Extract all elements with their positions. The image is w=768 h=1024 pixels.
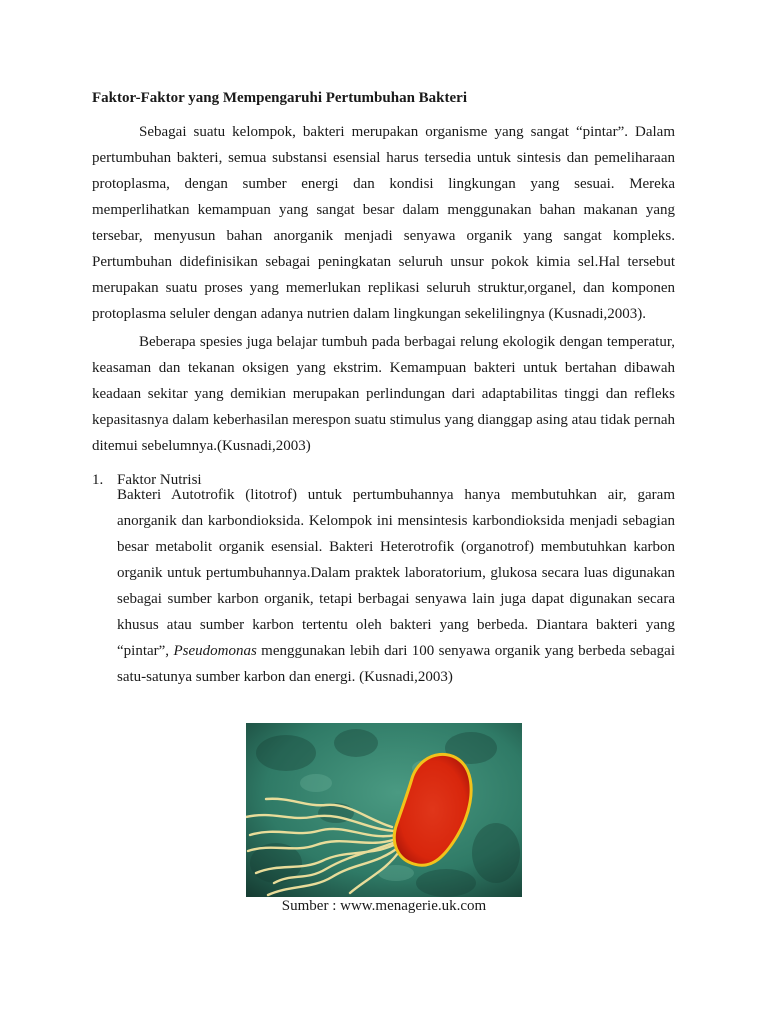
list-heading: Faktor Nutrisi (117, 472, 202, 488)
list-number: 1. (92, 472, 104, 488)
list-body-text-1: Bakteri Autotrofik (litotrof) untuk pertumbuhannya hanya membutuhkan air, garam anorganik dan karbondioksida. Kelompok ini mensintesis karbondioksida menjadi sebagian besar metabolit organik esensial. Bakteri Heterotrofik (organotrof) membutuhkan karbon organik untuk pertumbuhannya.Dalam praktek laboratorium, glukosa secara luas digunakan sebagai sumber karbon organik, tetapi berbagai senyawa lain juga dapat digunakan secara khusus atau sumber karbon tertentu oleh bakteri yang berbeda. Diantara bakteri yang “pintar”, (117, 487, 675, 659)
figure-caption: Sumber : www.menagerie.uk.com (281, 898, 487, 914)
paragraph-1: Sebagai suatu kelompok, bakteri merupakan organisme yang sangat “pintar”. Dalam pertumbuhan bakteri, semua substansi esensial harus tersedia untuk sintesis dan pemeliharaan protoplasma, dengan sumber energi dan kondisi lingkungan yang sesuai. Mereka memperlihatkan kemampuan yang sangat besar dalam menggunakan bahan makanan yang tersebar, menyusun bahan anorganik menjadi senyawa organik yang sangat kompleks. Pertumbuhan didefinisikan sebagai peningkatan seluruh unsur pokok kimia sel.Hal tersebut merupakan suatu proses yang memerlukan replikasi seluruh struktur,organel, dan komponen protoplasma seluler dengan adanya nutrien dalam lingkungan sekelilingnya (Kusnadi,2003). (92, 124, 675, 322)
bacteria-illustration (246, 723, 522, 897)
bacteria-image (246, 723, 522, 897)
italic-species-name: Pseudomonas (173, 643, 257, 659)
list-body (117, 482, 675, 690)
document-title: Faktor-Faktor yang Mempengaruhi Pertumbuhan Bakteri (92, 90, 467, 106)
list-body-text-2: menggunakan lebih dari 100 senyawa organik yang berbeda sebagai satu-satunya sumber karbon dan energi. (Kusnadi,2003) (117, 643, 676, 685)
paragraph-2: Beberapa spesies juga belajar tumbuh pada berbagai relung ekologik dengan temperatur, keasaman dan tekanan oksigen yang ekstrim. Kemampuan bakteri untuk bertahan dibawah keadaan sekitar yang demikian merupakan perlindungan dari adaptabilitas tinggi dan refleks kepasitasnya dalam keberhasilan merespon suatu stimulus yang dianggap asing atau tidak pernah ditemui sebelumnya.(Kusnadi,2003) (92, 334, 675, 454)
